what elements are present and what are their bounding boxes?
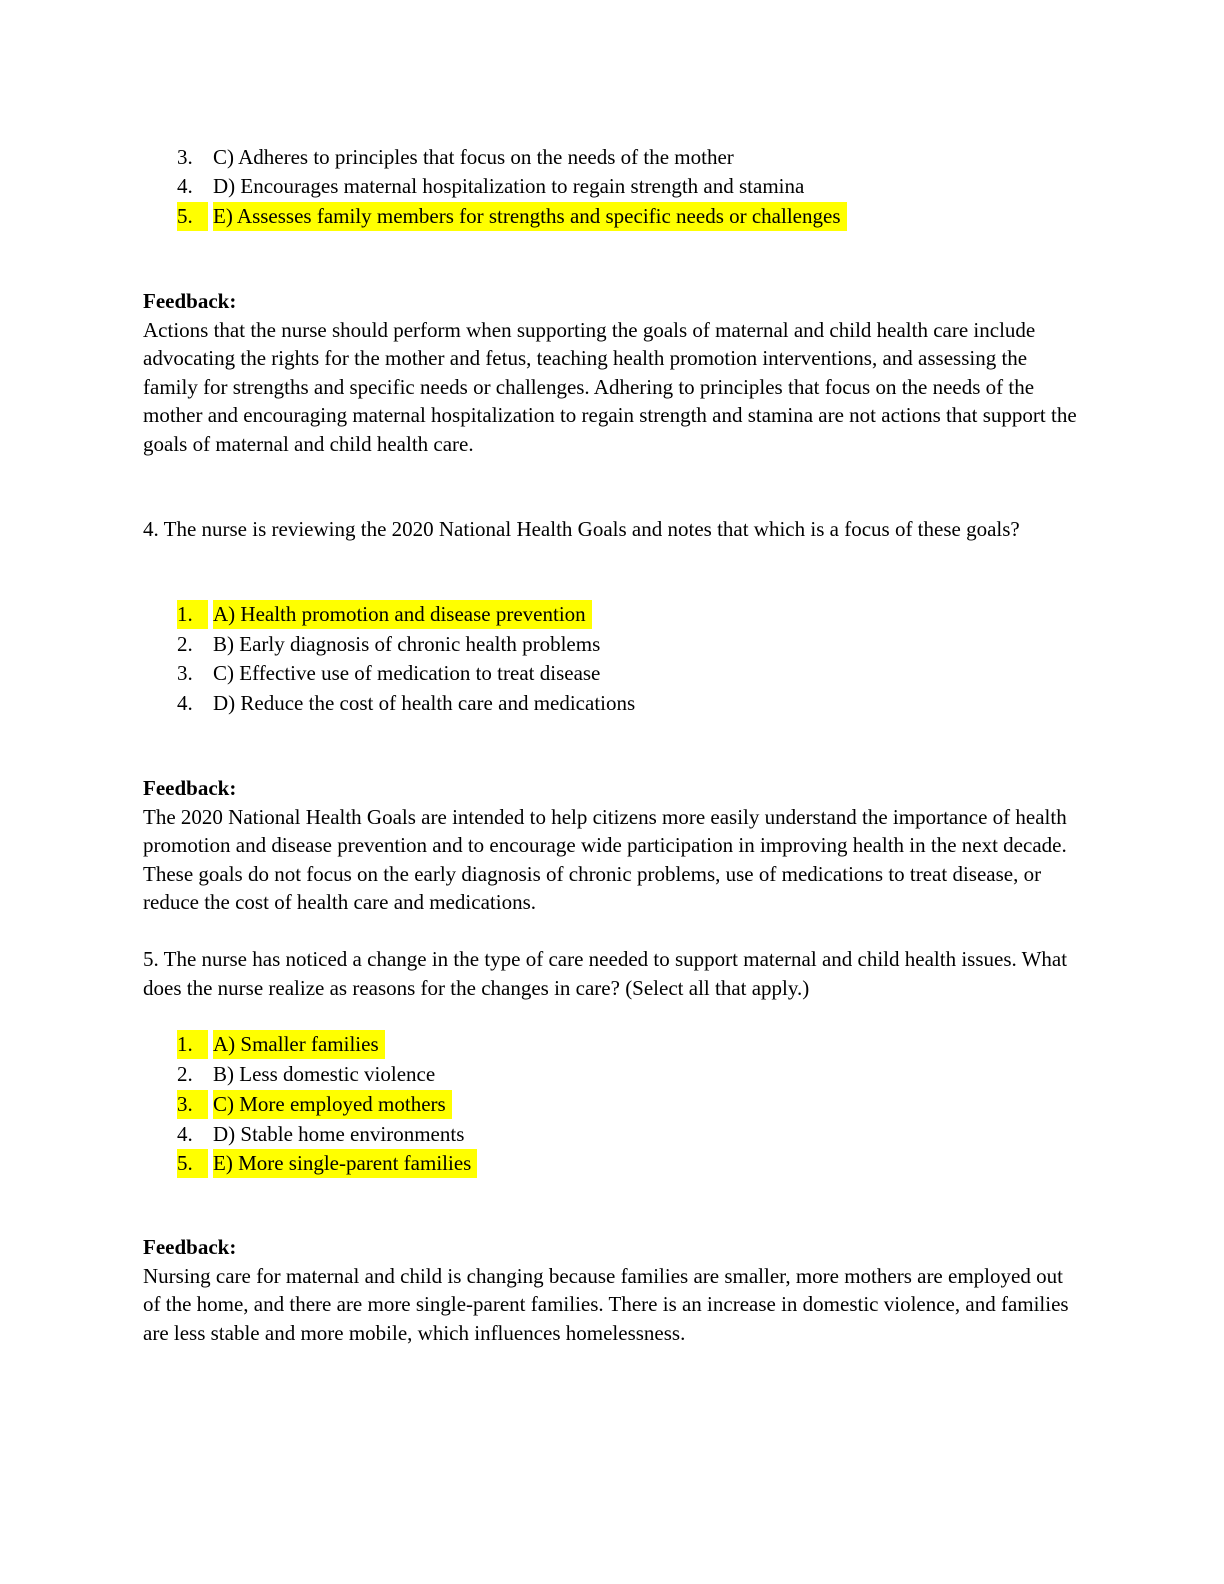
option-text: C) Adheres to principles that focus on the needs of the mother: [213, 145, 734, 169]
feedback-text: Actions that the nurse should perform when supporting the goals of maternal and child health care include advocating the rights for the mother and fetus, teaching health promotion interventions, and assessing the family for strengths and specific needs or challenges. Adhering to principles that focus on the needs of the mother and encouraging maternal hospitalization to regain strength and stamina are not actions that support the goals of maternal and child health care.: [143, 317, 1077, 456]
option-text: E) More single-parent families: [213, 1149, 477, 1178]
question-stem: 4. The nurse is reviewing the 2020 National Health Goals and notes that which is a focus of these goals?: [143, 517, 1020, 541]
q5-stem: [143, 945, 1083, 1002]
feedback-heading: Feedback:: [143, 776, 237, 800]
option-number: 2.: [177, 1062, 193, 1086]
option-number: 5.: [177, 1149, 208, 1178]
option-number: 2.: [177, 632, 193, 656]
option-number: 4.: [177, 1122, 193, 1146]
question-stem: 5. The nurse has noticed a change in the type of care needed to support maternal and child health issues. What does the nurse realize as reasons for the changes in care? (Select all that apply.): [143, 947, 1068, 1000]
feedback-text: Nursing care for maternal and child is changing because families are smaller, more mothers are employed out of the home, and there are more single-parent families. There is an increase in domestic violence, and families are less stable and more mobile, which influences homelessness.: [143, 1263, 1069, 1345]
option-text: D) Encourages maternal hospitalization to regain strength and stamina: [213, 174, 805, 198]
q3-feedback: [143, 287, 1083, 458]
feedback-heading: Feedback:: [143, 1235, 237, 1259]
option-text: E) Assesses family members for strengths and specific needs or challenges: [213, 202, 847, 231]
option-text: A) Smaller families: [213, 1030, 385, 1059]
option-number: 1.: [177, 1030, 208, 1059]
option-number: 4.: [177, 691, 193, 715]
option-text: A) Health promotion and disease prevention: [213, 600, 592, 629]
feedback-text: The 2020 National Health Goals are intended to help citizens more easily understand the importance of health promotion and disease prevention and to encourage wide participation in improving health in the next decade. These goals do not focus on the early diagnosis of chronic problems, use of medications to treat disease, or reduce the cost of health care and medications.: [143, 804, 1067, 914]
option-text: D) Reduce the cost of health care and medications: [213, 691, 636, 715]
q4-stem: [143, 515, 1083, 544]
option-text: D) Stable home environments: [213, 1122, 465, 1146]
option-number: 4.: [177, 174, 193, 198]
option-text: B) Less domestic violence: [213, 1062, 436, 1086]
option-number: 5.: [177, 202, 208, 231]
option-number: 3.: [177, 1090, 208, 1119]
option-text: C) Effective use of medication to treat disease: [213, 661, 601, 685]
option-number: 3.: [177, 661, 193, 685]
feedback-heading: Feedback:: [143, 289, 237, 313]
option-text: C) More employed mothers: [213, 1090, 452, 1119]
option-text: B) Early diagnosis of chronic health problems: [213, 632, 601, 656]
q4-feedback: [143, 774, 1083, 917]
q5-feedback: [143, 1233, 1083, 1347]
option-number: 3.: [177, 145, 193, 169]
option-number: 1.: [177, 600, 208, 629]
